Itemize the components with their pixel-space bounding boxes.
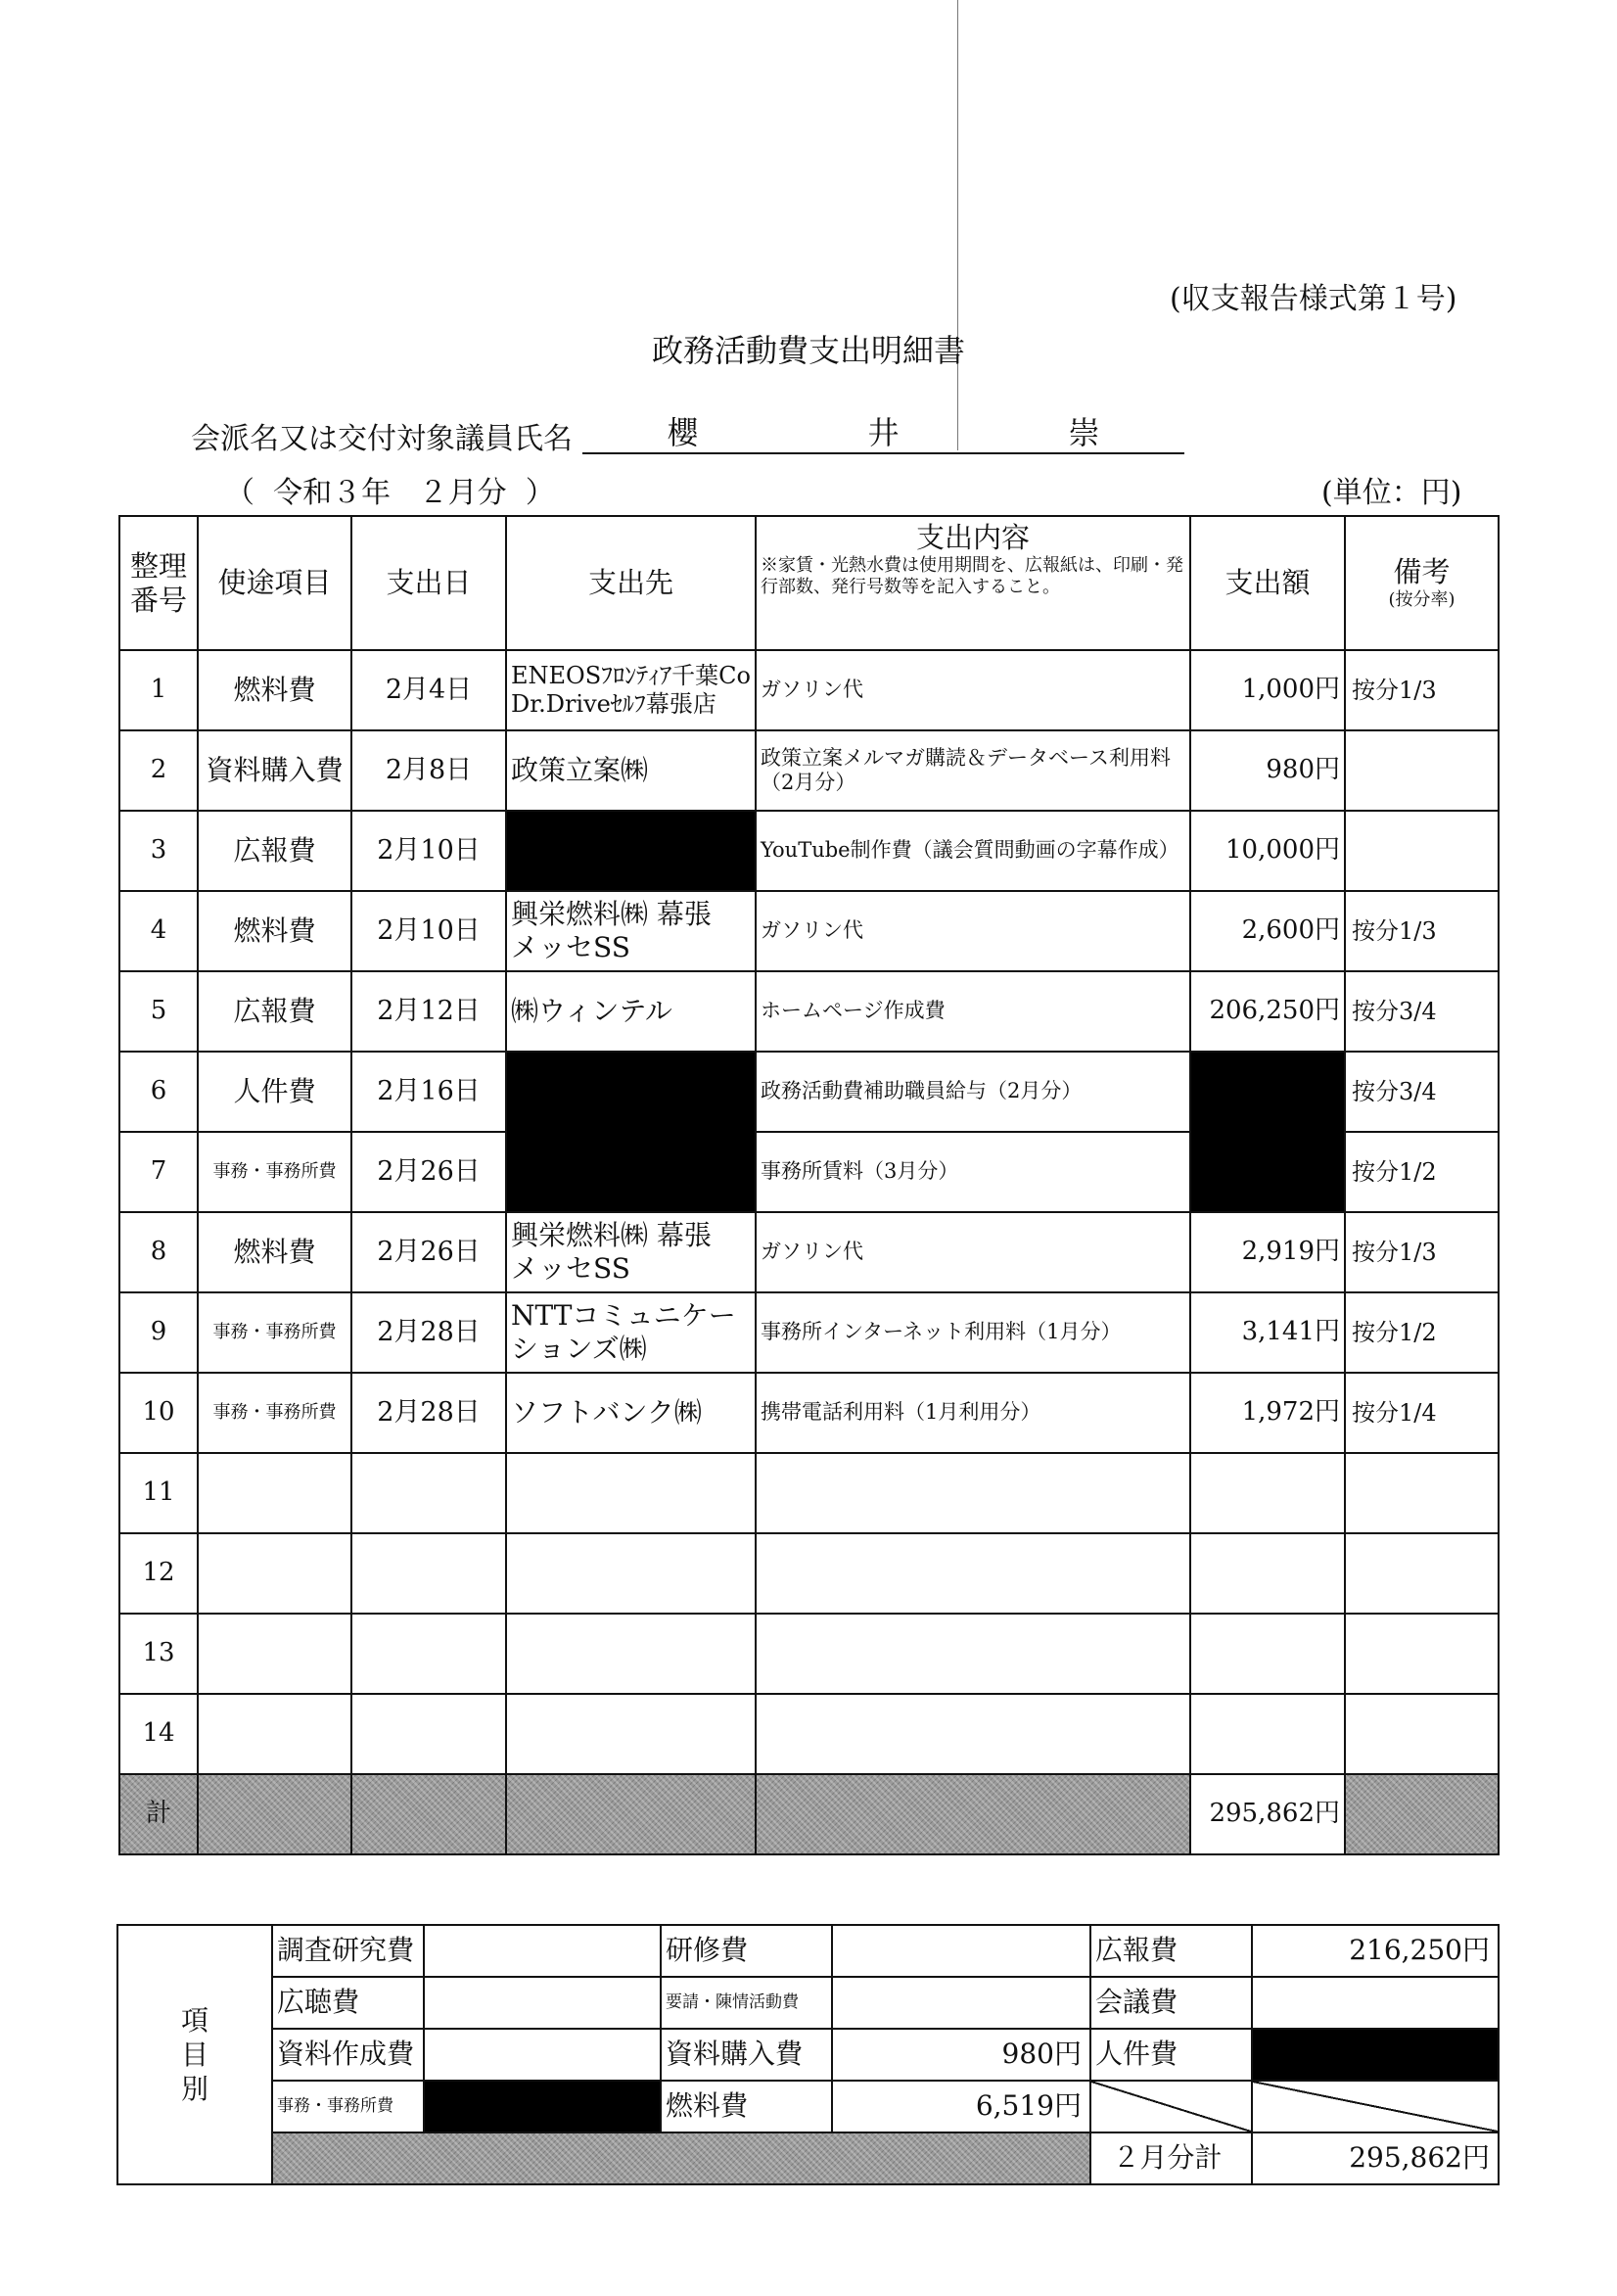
cell-empty bbox=[1190, 1533, 1345, 1614]
cell-payee: ㈱ウィンテル bbox=[506, 971, 756, 1052]
summary-label: 調査研究費 bbox=[272, 1925, 424, 1977]
table-row bbox=[119, 1212, 1499, 1292]
cell-date: 2月8日 bbox=[351, 730, 506, 811]
cell-empty bbox=[756, 1533, 1190, 1614]
cell-no: 2 bbox=[119, 730, 198, 811]
cell-no: 8 bbox=[119, 1212, 198, 1292]
shaded-cell bbox=[272, 2132, 1090, 2184]
summary-value bbox=[424, 2029, 661, 2081]
cell-content: 携帯電話利用料（1月利用分） bbox=[756, 1373, 1190, 1453]
cell-empty bbox=[198, 1614, 351, 1694]
table-row bbox=[119, 730, 1499, 811]
side-label-char: 別 bbox=[180, 2073, 208, 2105]
cell-no: 9 bbox=[119, 1292, 198, 1373]
col-header-note-sub: (按分率) bbox=[1388, 589, 1455, 611]
redacted-payee bbox=[506, 811, 756, 891]
cell-date: 2月28日 bbox=[351, 1373, 506, 1453]
cell-empty bbox=[1345, 1694, 1499, 1774]
cell-no: 10 bbox=[119, 1373, 198, 1453]
cell-note: 按分3/4 bbox=[1345, 971, 1499, 1052]
summary-row bbox=[117, 2081, 1499, 2132]
cell-purpose: 燃料費 bbox=[198, 1212, 351, 1292]
cell-content: YouTube制作費（議会質問動画の字幕作成） bbox=[756, 811, 1190, 891]
shaded-cell bbox=[351, 1774, 506, 1854]
cell-note: 按分1/3 bbox=[1345, 650, 1499, 730]
summary-row bbox=[117, 1925, 1499, 1977]
cell-amount: 2,600円 bbox=[1190, 891, 1345, 971]
cell-payee: ソフトバンク㈱ bbox=[506, 1373, 756, 1453]
summary-value bbox=[832, 1977, 1090, 2029]
cell-content: ガソリン代 bbox=[756, 1212, 1190, 1292]
fold-line bbox=[957, 0, 958, 450]
summary-label: 資料購入費 bbox=[661, 2029, 832, 2081]
cell-purpose: 資料購入費 bbox=[198, 730, 351, 811]
cell-empty bbox=[351, 1614, 506, 1694]
total-label: 計 bbox=[119, 1774, 198, 1854]
member-name-part: 櫻 bbox=[667, 414, 699, 451]
cell-date: 2月10日 bbox=[351, 891, 506, 971]
cell-purpose: 広報費 bbox=[198, 811, 351, 891]
shaded-cell bbox=[756, 1774, 1190, 1854]
col-header-content-note: ※家賃・光熱水費は使用期間を、広報紙は、印刷・発行部数、発行号数等を記入すること。 bbox=[761, 554, 1183, 598]
cell-note bbox=[1345, 730, 1499, 811]
cell-empty bbox=[198, 1533, 351, 1614]
cell-empty bbox=[1345, 1453, 1499, 1533]
cell-empty bbox=[506, 1694, 756, 1774]
summary-value bbox=[424, 1925, 661, 1977]
cell-empty bbox=[1345, 1614, 1499, 1694]
cell-no: 12 bbox=[119, 1533, 198, 1614]
cell-note: 按分1/4 bbox=[1345, 1373, 1499, 1453]
cell-purpose: 事務・事務所費 bbox=[198, 1292, 351, 1373]
cell-empty bbox=[756, 1694, 1190, 1774]
cell-purpose: 燃料費 bbox=[198, 650, 351, 730]
total-row bbox=[119, 1774, 1499, 1854]
shaded-cell bbox=[198, 1774, 351, 1854]
redacted-summary-value bbox=[424, 2081, 661, 2132]
side-label-char: 目 bbox=[180, 2038, 208, 2071]
cell-note: 按分1/2 bbox=[1345, 1292, 1499, 1373]
cell-content: ガソリン代 bbox=[756, 650, 1190, 730]
col-header-amount: 支出額 bbox=[1190, 516, 1345, 650]
summary-label: 人件費 bbox=[1090, 2029, 1252, 2081]
cell-purpose: 人件費 bbox=[198, 1052, 351, 1132]
cell-date: 2月12日 bbox=[351, 971, 506, 1052]
cell-amount: 1,000円 bbox=[1190, 650, 1345, 730]
cell-no: 3 bbox=[119, 811, 198, 891]
cell-empty bbox=[506, 1533, 756, 1614]
cell-no: 11 bbox=[119, 1453, 198, 1533]
col-header-note-title: 備考 bbox=[1393, 555, 1451, 589]
summary-row bbox=[117, 2029, 1499, 2081]
redacted-amount bbox=[1190, 1052, 1345, 1212]
cell-no: 6 bbox=[119, 1052, 198, 1132]
summary-row bbox=[117, 1977, 1499, 2029]
table-row bbox=[119, 811, 1499, 891]
cell-empty bbox=[756, 1614, 1190, 1694]
cell-empty bbox=[506, 1453, 756, 1533]
col-header-purpose: 使途項目 bbox=[198, 516, 351, 650]
member-name-part: 崇 bbox=[1068, 414, 1100, 451]
payee-line: ションズ㈱ bbox=[511, 1333, 647, 1365]
cell-no: 7 bbox=[119, 1132, 198, 1212]
col-header-no-line: 整理 bbox=[129, 548, 187, 583]
payee-line: Dr.Driveｾﾙﾌ幕張店 bbox=[511, 690, 716, 718]
cell-date: 2月4日 bbox=[351, 650, 506, 730]
cell-purpose: 事務・事務所費 bbox=[198, 1373, 351, 1453]
cell-amount: 10,000円 bbox=[1190, 811, 1345, 891]
summary-value bbox=[1252, 1977, 1499, 2029]
summary-label: 広聴費 bbox=[272, 1977, 424, 2029]
cell-content: ホームページ作成費 bbox=[756, 971, 1190, 1052]
shaded-cell bbox=[506, 1774, 756, 1854]
summary-side-label bbox=[117, 1925, 272, 2184]
cell-content: 政策立案メルマガ購読＆データベース利用料（2月分） bbox=[756, 730, 1190, 811]
table-row bbox=[119, 971, 1499, 1052]
summary-label: 資料作成費 bbox=[272, 2029, 424, 2081]
cell-no: 13 bbox=[119, 1614, 198, 1694]
cell-purpose: 広報費 bbox=[198, 971, 351, 1052]
col-header-payee: 支出先 bbox=[506, 516, 756, 650]
cell-date: 2月28日 bbox=[351, 1292, 506, 1373]
cell-date: 2月26日 bbox=[351, 1132, 506, 1212]
summary-value: 980円 bbox=[832, 2029, 1090, 2081]
payee-line: メッセSS bbox=[511, 1252, 630, 1285]
table-row bbox=[119, 1614, 1499, 1694]
cell-note bbox=[1345, 811, 1499, 891]
summary-value: 6,519円 bbox=[832, 2081, 1090, 2132]
payee-line: ENEOSﾌﾛﾝﾃｨｱ千葉Co bbox=[511, 662, 751, 690]
side-label-char: 項 bbox=[180, 2004, 208, 2037]
page-title: 政務活動費支出明細書 bbox=[651, 332, 965, 369]
cell-date: 2月26日 bbox=[351, 1212, 506, 1292]
col-header-no bbox=[119, 516, 198, 650]
cell-empty bbox=[351, 1694, 506, 1774]
redacted-payee bbox=[506, 1052, 756, 1212]
cell-no: 1 bbox=[119, 650, 198, 730]
cell-amount: 3,141円 bbox=[1190, 1292, 1345, 1373]
cell-content: 事務所インターネット利用料（1月分） bbox=[756, 1292, 1190, 1373]
table-row bbox=[119, 1453, 1499, 1533]
cell-note: 按分1/3 bbox=[1345, 1212, 1499, 1292]
cell-empty bbox=[198, 1694, 351, 1774]
cell-empty bbox=[351, 1533, 506, 1614]
table-header bbox=[119, 516, 1499, 650]
expense-table bbox=[118, 515, 1500, 1855]
cell-empty bbox=[506, 1614, 756, 1694]
summary-label: 広報費 bbox=[1090, 1925, 1252, 1977]
cell-no: 5 bbox=[119, 971, 198, 1052]
summary-value: 216,250円 bbox=[1252, 1925, 1499, 1977]
cell-date: 2月10日 bbox=[351, 811, 506, 891]
unit-label: (単位：円) bbox=[1321, 476, 1462, 510]
cell-date: 2月16日 bbox=[351, 1052, 506, 1132]
member-name-part: 井 bbox=[867, 414, 900, 451]
cell-amount: 2,919円 bbox=[1190, 1212, 1345, 1292]
cell-content: ガソリン代 bbox=[756, 891, 1190, 971]
table-row bbox=[119, 891, 1499, 971]
month-total-label: ２月分計 bbox=[1090, 2132, 1252, 2184]
payee-line: 興栄燃料㈱ 幕張 bbox=[511, 1219, 712, 1252]
cell-note: 按分1/2 bbox=[1345, 1132, 1499, 1212]
member-name bbox=[582, 409, 1184, 454]
cell-empty bbox=[1190, 1453, 1345, 1533]
payee-line: NTTコミュニケー bbox=[511, 1299, 736, 1333]
summary-value bbox=[832, 1925, 1090, 1977]
member-label: 会派名又は交付対象議員氏名 bbox=[191, 422, 573, 456]
cell-payee bbox=[506, 1212, 756, 1292]
cell-amount: 1,972円 bbox=[1190, 1373, 1345, 1453]
cell-payee bbox=[506, 650, 756, 730]
cell-note: 按分3/4 bbox=[1345, 1052, 1499, 1132]
col-header-date: 支出日 bbox=[351, 516, 506, 650]
cell-no: 14 bbox=[119, 1694, 198, 1774]
payee-line: メッセSS bbox=[511, 931, 630, 963]
cell-empty bbox=[1345, 1533, 1499, 1614]
table-row bbox=[119, 650, 1499, 730]
summary-label: 燃料費 bbox=[661, 2081, 832, 2132]
table-row bbox=[119, 1694, 1499, 1774]
total-amount: 295,862円 bbox=[1190, 1774, 1345, 1854]
summary-value bbox=[424, 1977, 661, 2029]
col-header-content-title: 支出内容 bbox=[915, 521, 1030, 554]
cell-empty bbox=[1190, 1614, 1345, 1694]
cell-note: 按分1/3 bbox=[1345, 891, 1499, 971]
cell-payee bbox=[506, 891, 756, 971]
crossed-out-cell bbox=[1252, 2081, 1499, 2132]
col-header-content bbox=[756, 516, 1190, 650]
summary-label: 要請・陳情活動費 bbox=[661, 1977, 832, 2029]
cell-empty bbox=[1190, 1694, 1345, 1774]
cell-payee: 政策立案㈱ bbox=[506, 730, 756, 811]
cell-content: 事務所賃料（3月分） bbox=[756, 1132, 1190, 1212]
cell-purpose: 事務・事務所費 bbox=[198, 1132, 351, 1212]
cell-empty bbox=[756, 1453, 1190, 1533]
report-period: （ 令和３年 ２月分 ） bbox=[225, 476, 555, 510]
summary-label: 事務・事務所費 bbox=[272, 2081, 424, 2132]
cell-content: 政務活動費補助職員給与（2月分） bbox=[756, 1052, 1190, 1132]
shaded-cell bbox=[1345, 1774, 1499, 1854]
payee-line: 興栄燃料㈱ 幕張 bbox=[511, 898, 712, 931]
table-row bbox=[119, 1533, 1499, 1614]
table-row bbox=[119, 1373, 1499, 1453]
cell-payee bbox=[506, 1292, 756, 1373]
table-row bbox=[119, 1292, 1499, 1373]
cell-purpose: 燃料費 bbox=[198, 891, 351, 971]
cell-amount: 980円 bbox=[1190, 730, 1345, 811]
col-header-no-line: 番号 bbox=[129, 583, 187, 617]
category-summary-table bbox=[116, 1924, 1500, 2185]
cell-amount: 206,250円 bbox=[1190, 971, 1345, 1052]
summary-label: 研修費 bbox=[661, 1925, 832, 1977]
crossed-out-cell bbox=[1090, 2081, 1252, 2132]
cell-empty bbox=[198, 1453, 351, 1533]
col-header-note bbox=[1345, 516, 1499, 650]
month-total-value: 295,862円 bbox=[1252, 2132, 1499, 2184]
summary-total-row bbox=[117, 2132, 1499, 2184]
redacted-summary-value bbox=[1252, 2029, 1499, 2081]
summary-label: 会議費 bbox=[1090, 1977, 1252, 2029]
table-row bbox=[119, 1052, 1499, 1132]
cell-no: 4 bbox=[119, 891, 198, 971]
cell-empty bbox=[351, 1453, 506, 1533]
form-number: (収支報告様式第１号) bbox=[1170, 282, 1457, 316]
